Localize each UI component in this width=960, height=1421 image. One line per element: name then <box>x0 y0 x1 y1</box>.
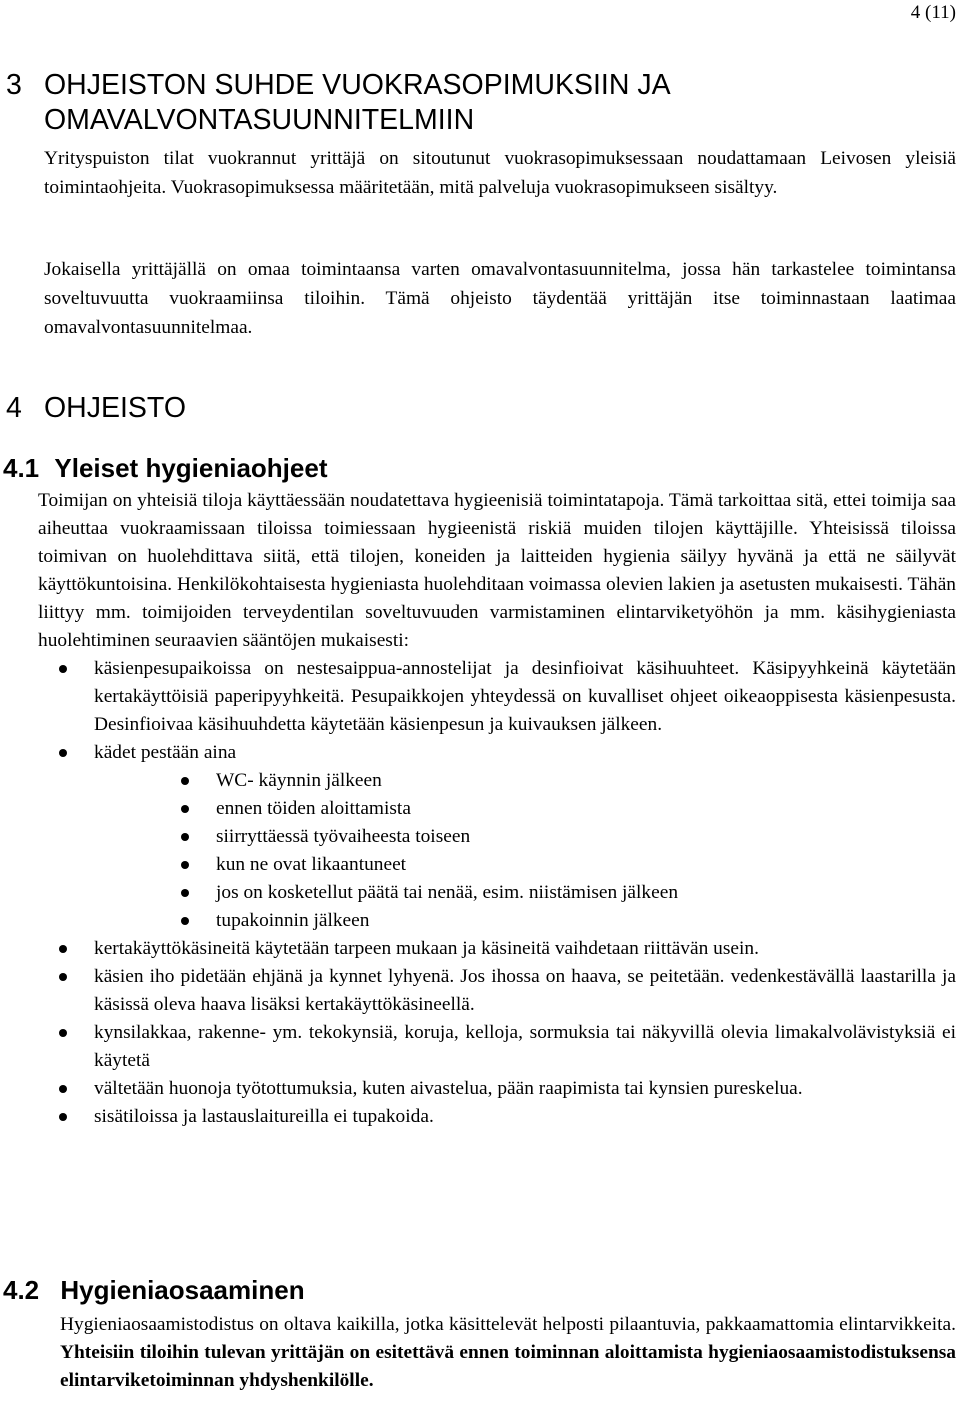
section-4-2-title: Hygieniaosaaminen <box>60 1275 305 1305</box>
section-3-paragraph-2: Jokaisella yrittäjällä on omaa toimintaansa varten omavalvontasuunnitelma, jossa hän tarkastelee toimintansa soveltuvuutta vuokraamiinsa tiloihin. Tämä ohjeisto täydentää yrittäjän itse toiminnastaan laatimaa omavalvontasuunnitelmaa. <box>44 259 956 338</box>
section-4-2-heading <box>0 1274 600 1306</box>
list-item: kertakäyttökäsineitä käytetään tarpeen mukaan ja käsineitä vaihdetaan riittävän usein. <box>38 935 956 963</box>
list-item <box>38 739 956 767</box>
sub-list-item: kun ne ovat likaantuneet <box>38 851 956 879</box>
section-4-1-number: 4.1 <box>3 453 40 483</box>
section-4-1-body <box>38 487 956 1131</box>
list-item: vältetään huonoja työtottumuksia, kuten aivastelua, pään raapimista tai kynsien pureskelua. <box>38 1075 956 1103</box>
sub-list-item: ennen töiden aloittamista <box>38 795 956 823</box>
sub-list-item: siirryttäessä työvaiheesta toiseen <box>38 823 956 851</box>
section-3-title-line2: OMAVALVONTASUUNNITELMIIN <box>44 104 475 136</box>
section-4-title: OHJEISTO <box>44 392 186 424</box>
section-4-1-title: Yleiset hygieniaohjeet <box>54 453 328 483</box>
section-4-2-text: Hygieniaosaamistodistus on oltava kaikilla, jotka käsittelevät helposti pilaantuvia, pakkaamattomia elintarvikkeita. <box>60 1314 956 1335</box>
section-4-heading <box>0 391 400 426</box>
section-4-2-paragraph <box>60 1311 956 1395</box>
handwash-occasions-list <box>38 767 956 935</box>
section-4-1-heading <box>0 452 600 484</box>
list-item: käsienpesupaikoissa on nestesaippua-annostelijat ja desinfioivat käsihuuhteet. Käsipyyhkeinä käytetään kertakäyttöisiä paperipyyhkeitä. Pesupaikkojen yhteydessä on kuvalliset ohjeet oikeaoppisesta käsienpesusta. Desinfioivaa käsihuuhdetta käytetään käsienpesun ja kuivauksen jälkeen. <box>38 655 956 739</box>
section-3-number: 3 <box>6 69 22 101</box>
hygiene-rules-list-continued <box>38 935 956 1131</box>
section-3-paragraph-1: Yrityspuiston tilat vuokrannut yrittäjä on sitoutunut vuokrasopimuksessaan noudattamaan Leivosen yleisiä toimintaohjeita. Vuokrasopimuksessa määritetään, mitä palveluja vuokrasopimukseen sisältyy. <box>44 148 956 198</box>
section-4-2-number: 4.2 <box>3 1275 40 1305</box>
section-4-number: 4 <box>6 392 22 424</box>
list-item-text: kädet pestään aina <box>94 742 237 763</box>
section-3-heading <box>0 68 960 138</box>
page-number: 4 (11) <box>910 2 956 23</box>
hygiene-rules-list <box>38 655 956 767</box>
list-item: sisätiloissa ja lastauslaitureilla ei tupakoida. <box>38 1103 956 1131</box>
section-3-title-line1: OHJEISTON SUHDE VUOKRASOPIMUKSIIN JA <box>44 69 671 101</box>
sub-list-item: jos on kosketellut päätä tai nenää, esim. niistämisen jälkeen <box>38 879 956 907</box>
list-item: käsien iho pidetään ehjänä ja kynnet lyhyenä. Jos ihossa on haava, se peitetään. vedenkestävällä laastarilla ja käsissä oleva haava lisäksi kertakäyttökäsineellä. <box>38 963 956 1019</box>
section-4-2-bold-text: Yhteisiin tiloihin tulevan yrittäjän on esitettävä ennen toiminnan aloittamista hygieniaosaamistodistuksensa elintarviketoiminnan yhdyshenkilölle. <box>60 1342 956 1391</box>
list-item: kynsilakkaa, rakenne- ym. tekokynsiä, koruja, kelloja, sormuksia tai näkyvillä olevia limakalvolävistyksiä ei käytetä <box>38 1019 956 1075</box>
section-4-1-intro: Toimijan on yhteisiä tiloja käyttäessään noudatettava hygieenisiä toimintatapoja. Tämä tarkoittaa sitä, ettei toimija saa aiheuttaa vuokraamissaan tiloissa toimiessaan hygieenistä riskiä muiden tilojen käyttäjille. Yhteisissä tiloissa toimivan on huolehdittava siitä, että tilojen, koneiden ja laitteiden hygienia säilyy hyvänä ja että ne säilyvät käyttökuntoisina. Henkilökohtaisesta hygieniasta huolehditaan voimassa olevien lakien ja asetusten mukaisesti. Tähän liittyy mm. toimijoiden terveydentilan soveltuvuuden varmistaminen elintarviketyöhön ja mm. käsihygieniasta huolehtiminen seuraavien sääntöjen mukaisesti: <box>38 490 956 651</box>
sub-list-item: WC- käynnin jälkeen <box>38 767 956 795</box>
sub-list-item: tupakoinnin jälkeen <box>38 907 956 935</box>
